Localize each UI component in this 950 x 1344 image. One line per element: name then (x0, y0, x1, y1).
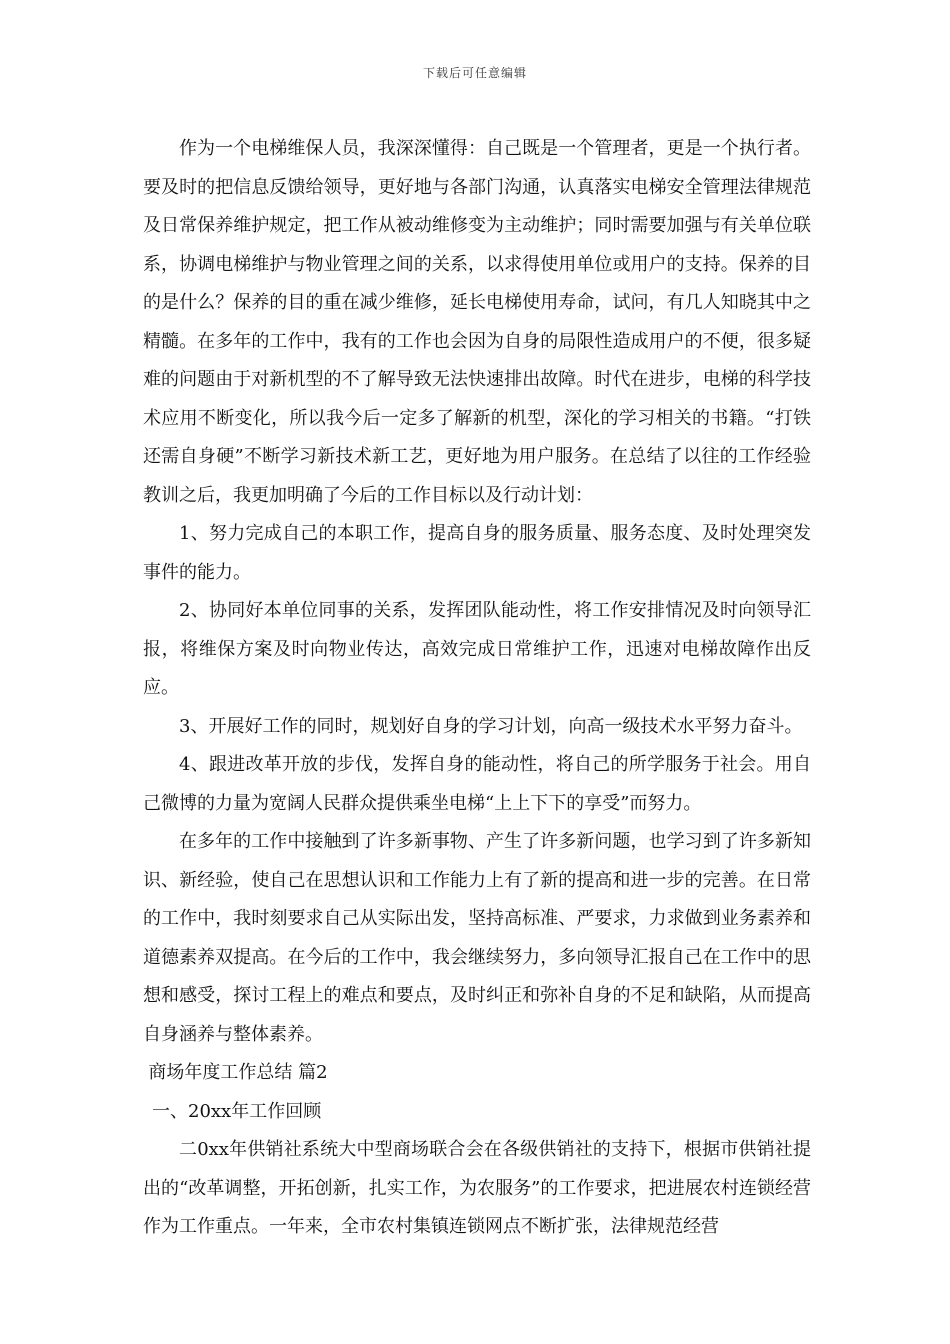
paragraph-summary: 在多年的工作中接触到了许多新事物、产生了许多新问题，也学习到了许多新知识、新经验，使自己在思想认识和工作能力上有了新的提高和进一步的完善。在日常的工作中，我时刻要求自己从实际出发，坚持高标准、严要求，力求做到业务素养和道德素养双提高。在今后的工作中，我会继续努力，多向领导汇报自己在工作中的思想和感受，探讨工程上的难点和要点，及时纠正和弥补自身的不足和缺陷，从而提高自身涵养与整体素养。 (143, 831, 811, 1045)
paragraph-item-1: 1、努力完成自己的本职工作，提高自身的服务质量、服务态度、及时处理突发事件的能力。 (143, 523, 811, 583)
section-title: 商场年度工作总结 篇2 (148, 1062, 328, 1083)
paragraph-item-4: 4、跟进改革开放的步伐，发挥自身的能动性，将自己的所学服务于社会。用自己微博的力量为宽阔人民群众提供乘坐电梯“上上下下的享受”而努力。 (143, 754, 811, 814)
paragraph-intro: 作为一个电梯维保人员，我深深懂得：自己既是一个管理者，更是一个执行者。要及时的把信息反馈给领导，更好地与各部门沟通，认真落实电梯安全管理法律规范及日常保养维护规定，把工作从被动维修变为主动维护；同时需要加强与有关单位联系，协调电梯维护与物业管理之间的关系，以求得使用单位或用户的支持。保养的目的是什么？保养的目的重在减少维修，延长电梯使用寿命，试问，有几人知晓其中之精髓。在多年的工作中，我有的工作也会因为自身的局限性造成用户的不便，很多疑难的问题由于对新机型的不了解导致无法快速排出故障。时代在进步，电梯的科学技术应用不断变化，所以我今后一定多了解新的机型，深化的学习相关的书籍。“打铁还需自身硬”不断学习新技术新工艺，更好地为用户服务。在总结了以往的工作经验教训之后，我更加明确了今后的工作目标以及行动计划： (143, 138, 811, 506)
paragraph-review: 二0xx年供销社系统大中型商场联合会在各级供销社的支持下，根据市供销社提出的“改革调整，开拓创新，扎实工作，为农服务”的工作要求，把进展农村连锁经营作为工作重点。一年来，全市农村集镇连锁网点不断扩张，法律规范经营 (143, 1139, 811, 1237)
document-body (143, 130, 811, 1247)
paragraph-item-2: 2、协同好本单位同事的关系，发挥团队能动性，将工作安排情况及时向领导汇报，将维保方案及时向物业传达，高效完成日常维护工作，迅速对电梯故障作出反应。 (143, 600, 811, 698)
paragraph-item-3: 3、开展好工作的同时，规划好自身的学习计划，向高一级技术水平努力奋斗。 (179, 715, 803, 737)
section-subtitle: 一、20xx年工作回顾 (152, 1100, 322, 1122)
header-note: 下载后可任意编辑 (422, 66, 527, 80)
